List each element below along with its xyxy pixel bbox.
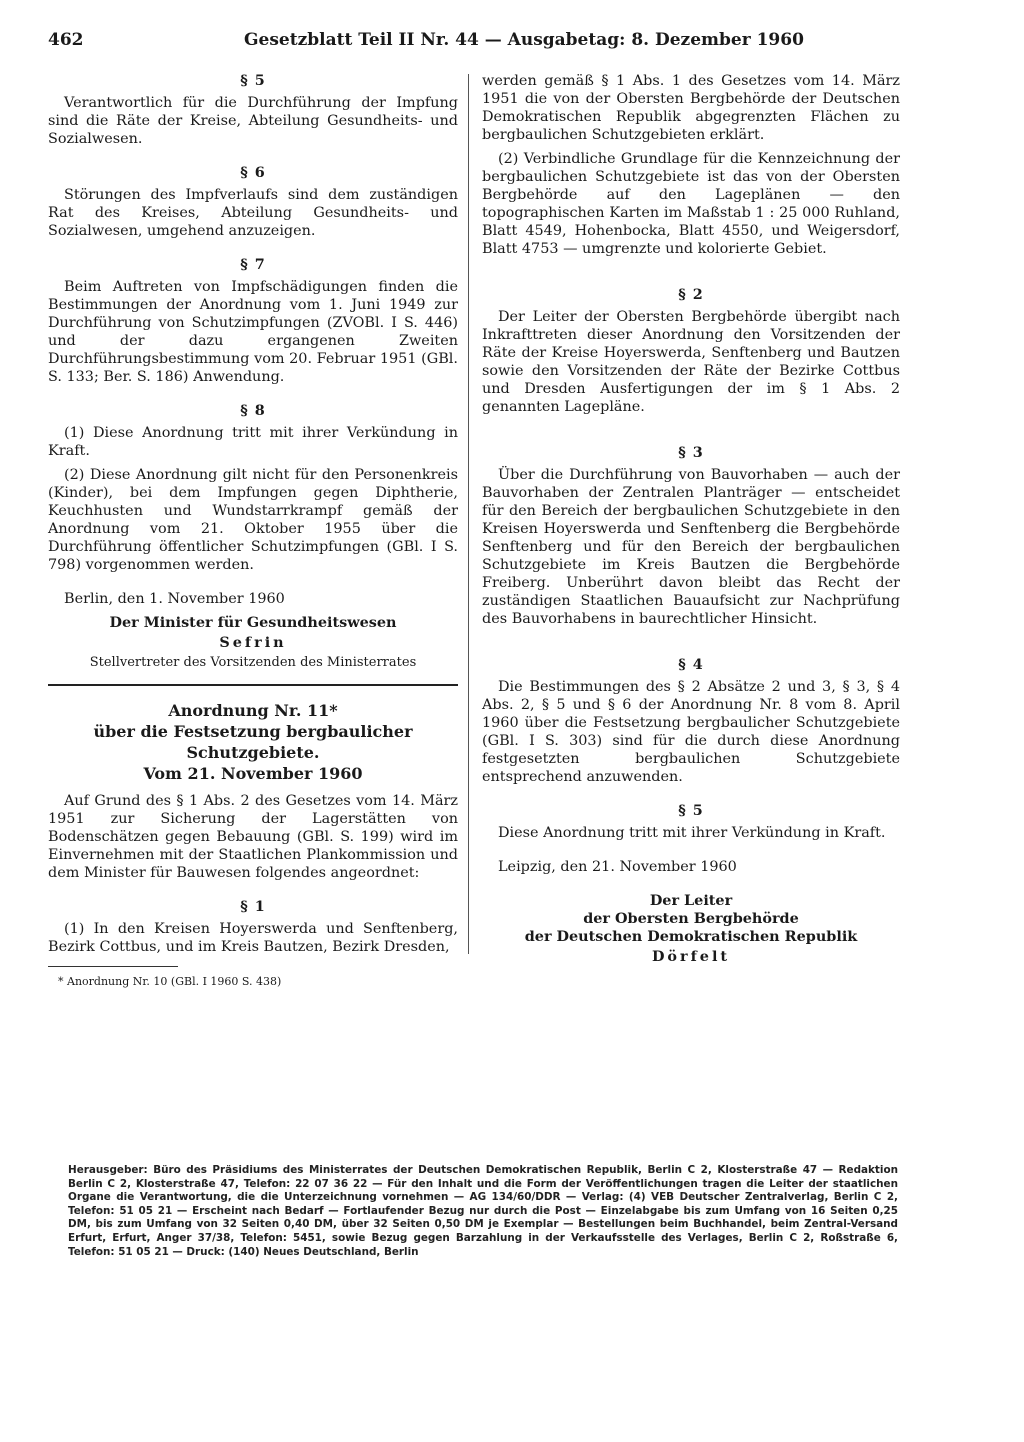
section-heading: § 4 xyxy=(678,656,704,673)
ordinance-subject: über die Festsetzung bergbaulicher Schutzgebiete. xyxy=(93,722,413,762)
section-heading: § 3 xyxy=(678,444,704,461)
paragraph: (1) Diese Anordnung tritt mit ihrer Verkündung in Kraft. xyxy=(48,425,458,459)
signer-name: Sefrin xyxy=(219,634,287,651)
signature-line: Der Leiter xyxy=(649,892,733,909)
signer-name: Dörfelt xyxy=(651,948,731,965)
ordinance-title xyxy=(48,700,458,784)
preamble: Auf Grund des § 1 Abs. 2 des Gesetzes vom 14. März 1951 zur Sicherung der Lagerstätten von Bodenschätzen gegen Bebauung (GBl. S. 199) wird im Einvernehmen mit der Staatlichen Plankommission und dem Minister für Bauwesen folgendes angeordnet: xyxy=(48,793,458,881)
signer-role: Stellvertreter des Vorsitzenden des Ministerrates xyxy=(89,655,417,670)
paragraph: Diese Anordnung tritt mit ihrer Verkündung in Kraft. xyxy=(498,825,886,841)
date-line: Berlin, den 1. November 1960 xyxy=(64,591,285,607)
paragraph: Die Bestimmungen des § 2 Absätze 2 und 3, § 3, § 4 Abs. 2, § 5 und § 6 der Anordnung Nr. 8 vom 8. April 1960 über die Festsetzung bergbaulicher Schutzgebiete (GBl. I S. 303) sind für die durch diese Anordnung festgesetzten bergbaulichen Schutzgebiete entsprechend anzuwenden. xyxy=(482,679,900,785)
left-column xyxy=(48,72,458,991)
signature-line: der Deutschen Demokratischen Republik xyxy=(524,928,858,945)
paragraph: Der Leiter der Obersten Bergbehörde übergibt nach Inkrafttreten dieser Anordnung den Vorsitzenden der Räte der Kreise Hoyerswerda, Senftenberg und Bautzen sowie den Vorsitzenden der Räte der Bezirke Cottbus und Dresden Ausfertigungen der im § 1 Abs. 2 genannten Lagepläne. xyxy=(482,309,900,415)
right-column xyxy=(482,72,900,968)
paragraph: Verantwortlich für die Durchführung der Impfung sind die Räte der Kreise, Abteilung Gesundheits- und Sozialwesen. xyxy=(48,95,458,147)
page-number: 462 xyxy=(48,30,84,50)
signature-title: Der Minister für Gesundheitswesen xyxy=(109,614,397,631)
section-divider xyxy=(48,684,458,686)
running-head: Gesetzblatt Teil II Nr. 44 — Ausgabetag: 8. Dezember 1960 xyxy=(244,30,804,50)
section-heading: § 6 xyxy=(240,164,266,181)
ordinance-date: Vom 21. November 1960 xyxy=(143,764,363,783)
footnote-divider xyxy=(48,966,178,967)
paragraph: Störungen des Impfverlaufs sind dem zuständigen Rat des Kreises, Abteilung Gesundheits- und Sozialwesen, umgehend anzuzeigen. xyxy=(48,187,458,239)
section-heading: § 1 xyxy=(240,898,266,915)
paragraph: (2) Diese Anordnung gilt nicht für den Personenkreis (Kinder), bei dem Impfungen gegen Diphtherie, Keuchhusten und Wundstarrkrampf gemäß der Anordnung vom 21. Oktober 1955 über die Durchführung öffentlicher Schutzimpfungen (GBl. I S. 798) vorgenommen werden. xyxy=(48,467,458,573)
paragraph: werden gemäß § 1 Abs. 1 des Gesetzes vom 14. März 1951 die von der Obersten Bergbehörde der Deutschen Demokratischen Republik abgegrenzten Flächen zu bergbaulichen Schutzgebieten erklärt. xyxy=(482,73,900,143)
section-heading: § 5 xyxy=(678,802,704,819)
paragraph: (2) Verbindliche Grundlage für die Kennzeichnung der bergbaulichen Schutzgebiete ist das von der Obersten Bergbehörde auf den Lageplänen — den topographischen Karten im Maßstab 1 : 25 000 Ruhland, Blatt 4549, Hohenbocka, Blatt 4550, und Weigersdorf, Blatt 4753 — umgrenzte und kolorierte Gebiet. xyxy=(482,151,900,257)
column-divider xyxy=(468,74,469,954)
publisher-imprint: Herausgeber: Büro des Präsidiums des Ministerrates der Deutschen Demokratischen Republik, Berlin C 2, Klosterstraße 47 — Redaktion Berlin C 2, Klosterstraße 47, Telefon: 22 07 36 22 — Für den Inhalt und die Form der Veröffentlichungen tragen die Leiter der staatlichen Organe die Verantwortung, die die Unterzeichnung vornehmen — AG 134/60/DDR — Verlag: (4) VEB Deutscher Zentralverlag, Berlin C 2, Telefon: 51 05 21 — Erscheint nach Bedarf — Fortlaufender Bezug nur durch die Post — Einzelabgabe bis zum Umfang von 16 Seiten 0,25 DM, bis zum Umfang von 32 Seiten 0,40 DM, über 32 Seiten 0,50 DM je Exemplar — Bestellungen beim Buchhandel, beim Zentral-Versand Erfurt, Erfurt, Anger 37/38, Telefon: 5451, sowie Bezug gegen Barzahlung in der Verkaufsstelle des Verlages, Berlin C 2, Roßstraße 6, Telefon: 51 05 21 — Druck: (140) Neues Deutschland, Berlin xyxy=(68,1164,898,1258)
section-heading: § 8 xyxy=(240,402,266,419)
ordinance-number: Anordnung Nr. 11* xyxy=(168,701,338,720)
footnote: * Anordnung Nr. 10 (GBl. I 1960 S. 438) xyxy=(58,975,282,988)
section-heading: § 7 xyxy=(240,256,266,273)
section-heading: § 2 xyxy=(678,286,704,303)
paragraph: Über die Durchführung von Bauvorhaben — auch der Bauvorhaben der Zentralen Planträger — entscheidet für den Bereich der bergbaulichen Schutzgebiete in den Kreisen Hoyerswerda und Senftenberg die Bergbehörde Senftenberg und für den Bereich der bergbaulichen Schutzgebiete im Kreis Bautzen die Bergbehörde Freiberg. Unberührt davon bleibt das Recht der zuständigen Staatlichen Bauaufsicht zur Nachprüfung des Bauvorhabens in baurechtlicher Hinsicht. xyxy=(482,467,900,627)
page-header xyxy=(48,30,904,56)
paragraph: Beim Auftreten von Impfschädigungen finden die Bestimmungen der Anordnung vom 1. Juni 1949 zur Durchführung von Schutzimpfungen (ZVOBl. I S. 446) und der dazu ergangenen Zweiten Durchführungsbestimmung vom 20. Februar 1951 (GBl. S. 133; Ber. S. 186) Anwendung. xyxy=(48,279,458,385)
date-line: Leipzig, den 21. November 1960 xyxy=(498,859,737,875)
paragraph: (1) In den Kreisen Hoyerswerda und Senftenberg, Bezirk Cottbus, und im Kreis Bautzen, Bezirk Dresden, xyxy=(48,921,458,955)
signature-line: der Obersten Bergbehörde xyxy=(583,910,799,927)
section-heading: § 5 xyxy=(240,72,266,89)
